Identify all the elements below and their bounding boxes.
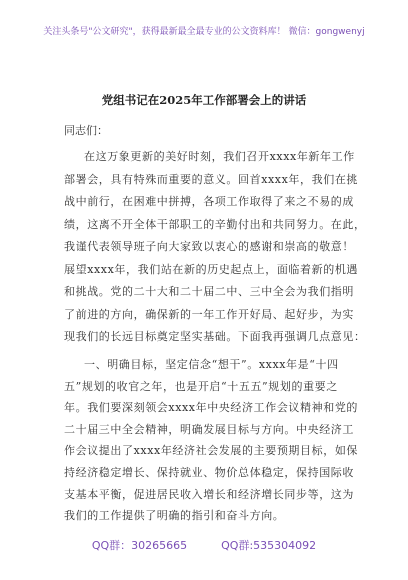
body-line: 现我们的长远目标奠定坚实基础。下面我再强调几点意见： [64, 330, 366, 343]
footer-qq-group-1: QQ群：30265665 [91, 539, 188, 552]
body-line: 二十届三中全会精神，明确发展目标与方向。中央经济工 [64, 422, 354, 436]
body-line: 我们的工作提供了明确的指引和奋斗方向。 [64, 509, 285, 523]
body-line: 战中前行，在困难中拼搏，各项工作取得了来之不易的成 [64, 195, 354, 208]
document-title: 党组书记在2025年工作部署会上的讲话 [101, 93, 307, 107]
body-line: 持经济稳定增长、保持就业、物价总体稳定，保持国际收 [64, 466, 354, 479]
body-line: 作会议提出了xxxx年经济社会发展的主要预期目标，如保 [64, 444, 359, 458]
body-line: 了前进的方向，确保新的一年工作开好局、起好步，为实 [64, 307, 354, 321]
body-line: 和挑战。党的二十大和二十届二中、三中全会为我们指明 [64, 285, 354, 298]
body-line: 五”规划的收官之年，也是开启“十五五”规划的重要之 [64, 379, 338, 393]
body-line: 在这万象更新的美好时刻，我们召开xxxx年新年工作 [84, 150, 355, 163]
footer-contacts [0, 537, 408, 553]
body-line: 部署会，具有特殊而重要的意义。回首xxxx年，我们在挑 [64, 172, 359, 186]
body-line: 年。我们要深刻领会xxxx年中央经济工作会议精神和党的 [64, 401, 359, 415]
body-line: 我谨代表领导班子向大家致以衷心的感谢和崇高的敬意！ [64, 240, 354, 253]
body-line: 支基本平衡，促进居民收入增长和经济增长同步等，这为 [64, 487, 354, 501]
body-line: 一、明确目标，坚定信念“想干”。xxxx年是“十四 [84, 358, 339, 371]
header-promo-note: 关注头条号"公文研究"，获得最新最全最专业的公文资料库！ 微信：gongwenyj [43, 27, 365, 37]
body-line: 绩，这离不开全体干部职工的辛勤付出和共同努力。在此， [64, 217, 366, 231]
body-line: 展望xxxx年，我们站在新的历史起点上，面临着新的机遇 [64, 262, 359, 276]
footer-qq-group-2: QQ群:535304092 [221, 539, 317, 552]
salutation: 同志们： [64, 124, 108, 137]
